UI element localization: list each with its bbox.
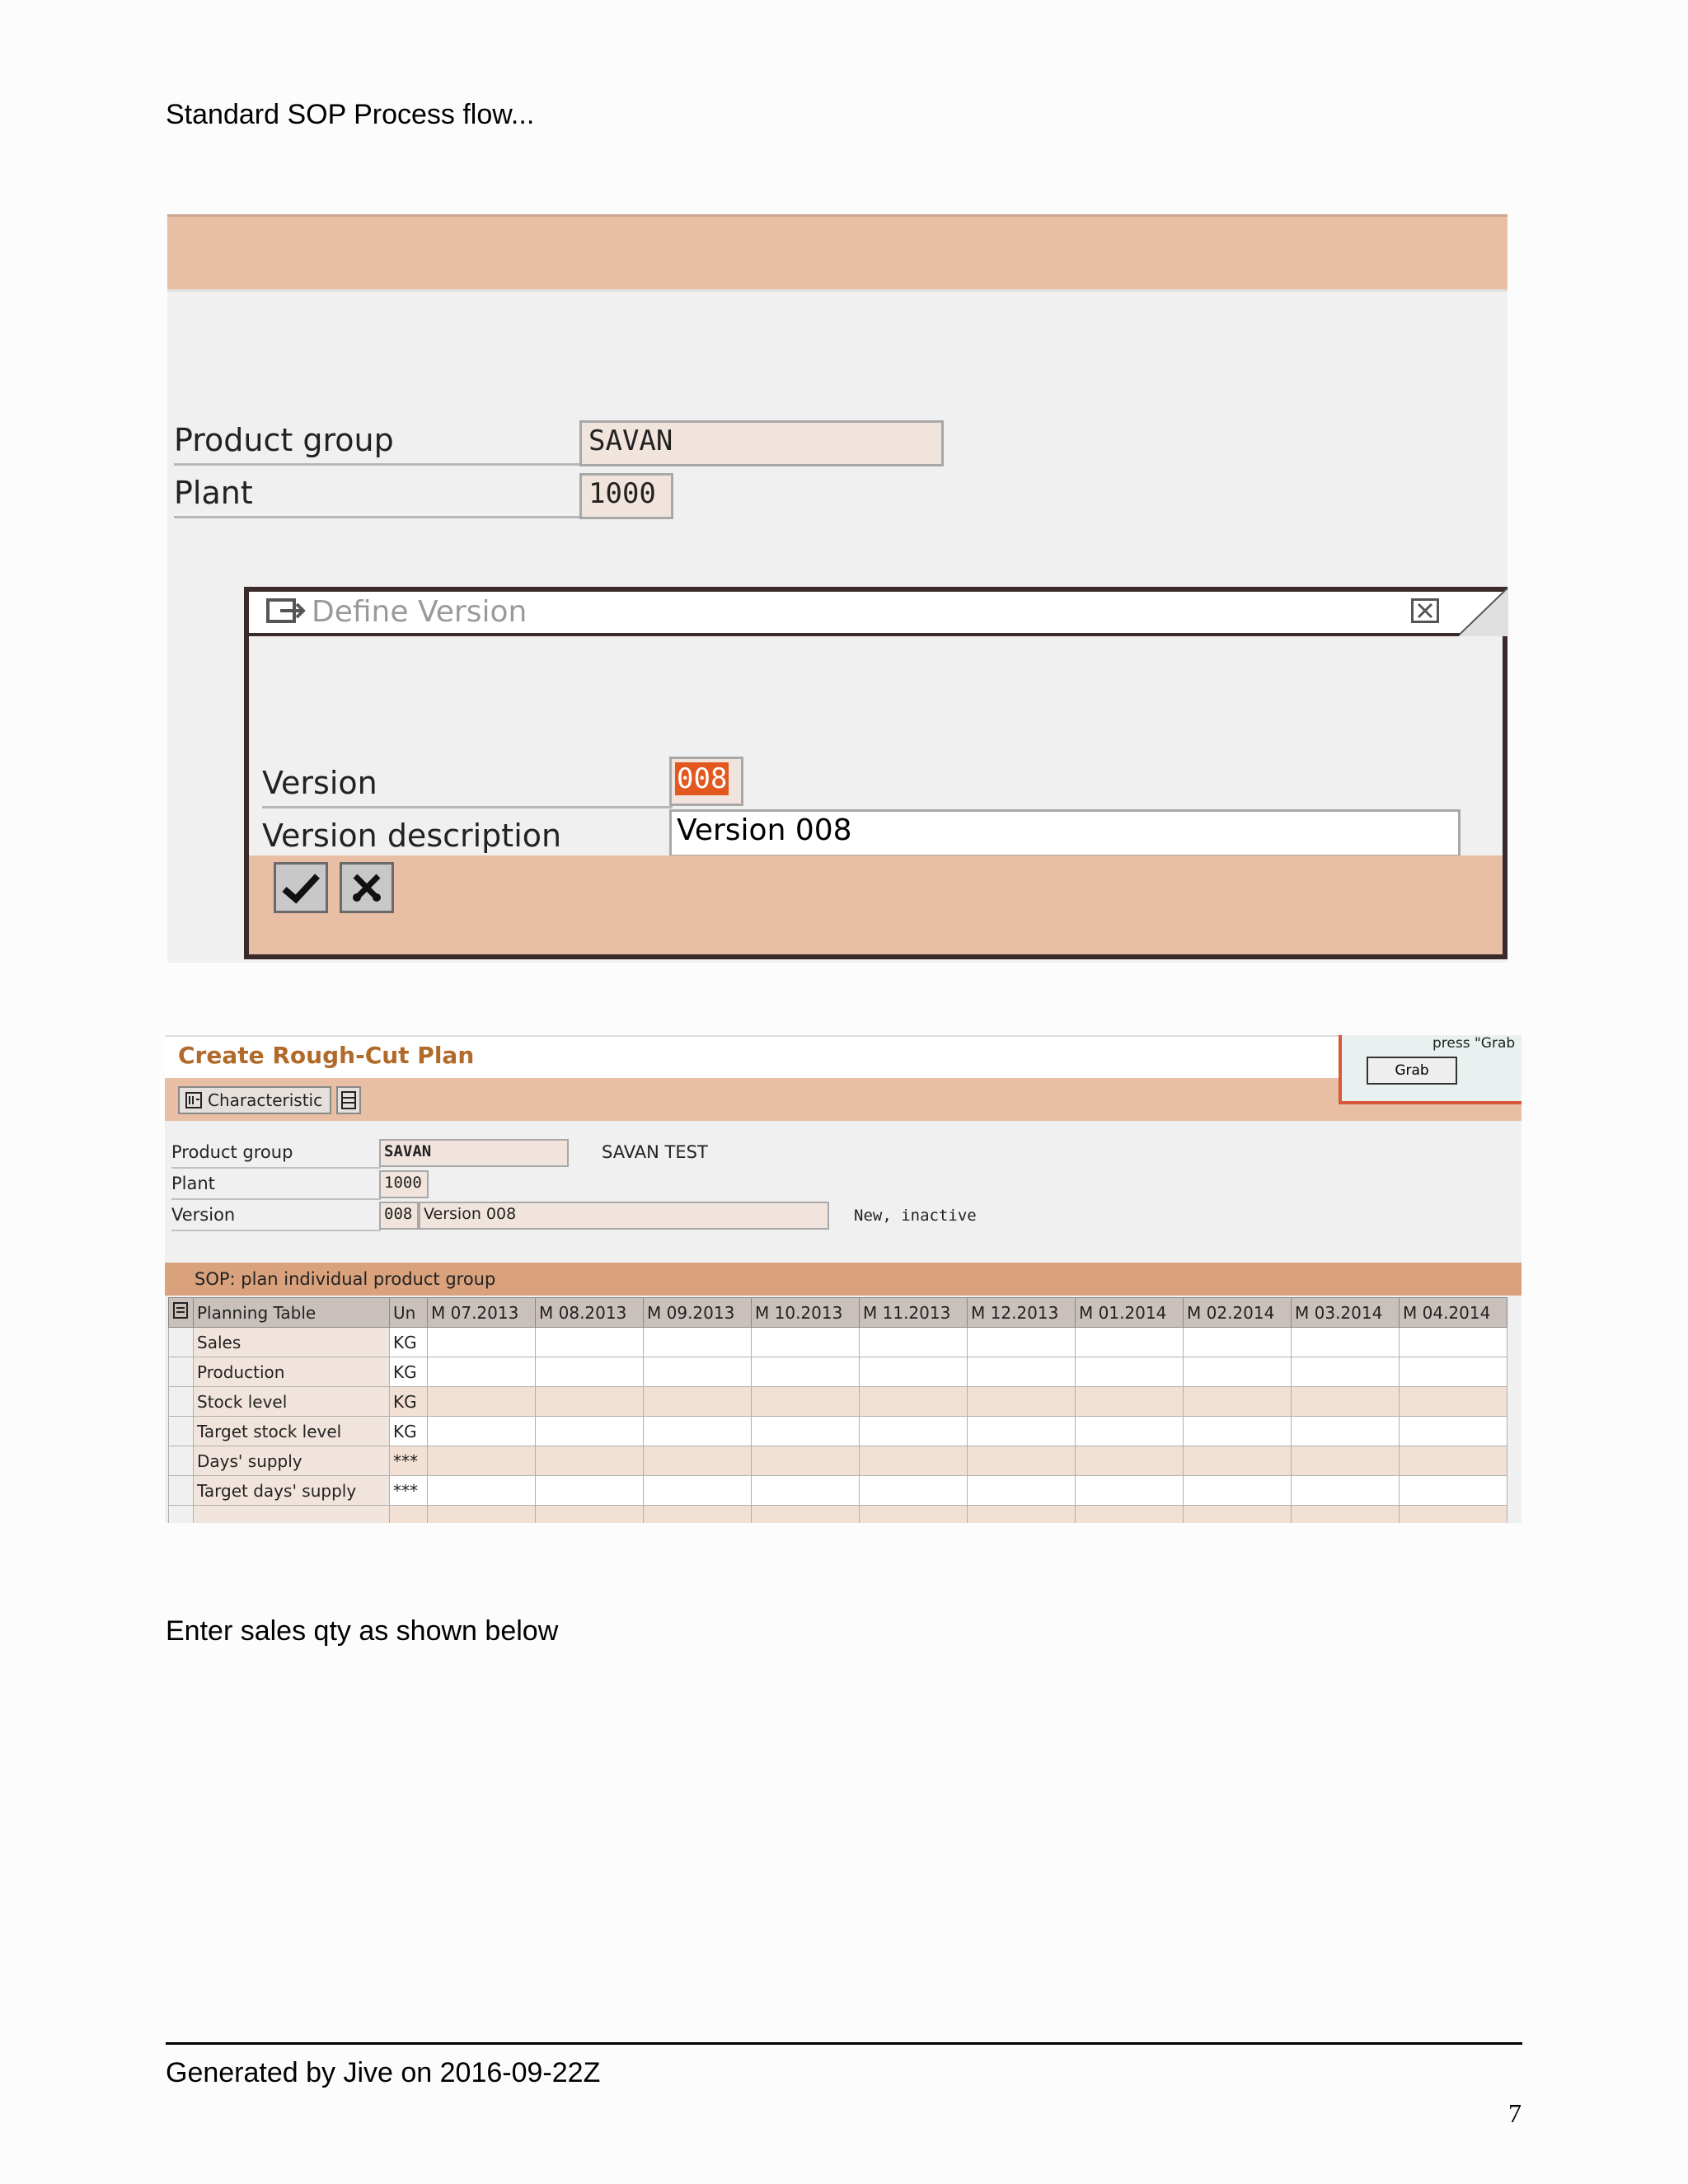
table-cell: [428, 1387, 536, 1417]
table-cell: [644, 1387, 752, 1417]
section-band: [165, 1263, 1522, 1296]
table-cell[interactable]: [1076, 1417, 1184, 1446]
table-cell[interactable]: [860, 1476, 968, 1506]
row-label: [194, 1506, 390, 1524]
table-cell: [1076, 1446, 1184, 1476]
row-selector[interactable]: [169, 1446, 194, 1476]
cancel-button[interactable]: [340, 862, 394, 913]
table-cell: [1076, 1506, 1184, 1524]
table-cell[interactable]: [1076, 1476, 1184, 1506]
product-group-description: SAVAN TEST: [602, 1142, 708, 1162]
close-icon[interactable]: [1411, 598, 1439, 623]
table-row: [169, 1328, 1507, 1357]
table-cell: [644, 1506, 752, 1524]
row-unit: ***: [390, 1446, 428, 1476]
table-cell[interactable]: [428, 1328, 536, 1357]
table-cell[interactable]: [1292, 1357, 1400, 1387]
table-row: [169, 1357, 1507, 1387]
version-value: 008: [677, 762, 728, 795]
version-label-2: Version: [171, 1205, 381, 1231]
table-cell: [752, 1387, 860, 1417]
table-cell: [1292, 1387, 1400, 1417]
table-cell: [536, 1506, 644, 1524]
table-cell: [1292, 1446, 1400, 1476]
header-month: M 08.2013: [536, 1298, 644, 1328]
row-selector[interactable]: [169, 1417, 194, 1446]
header-month: M 10.2013: [752, 1298, 860, 1328]
intro-text: Standard SOP Process flow...: [166, 99, 535, 130]
table-cell[interactable]: [536, 1328, 644, 1357]
table-cell[interactable]: [644, 1476, 752, 1506]
table-cell[interactable]: [536, 1476, 644, 1506]
row-unit: KG: [390, 1387, 428, 1417]
page-title: Create Rough-Cut Plan: [178, 1042, 475, 1069]
table-cell: [1400, 1387, 1507, 1417]
table-cell[interactable]: [1184, 1328, 1292, 1357]
product-group-field[interactable]: SAVAN: [579, 420, 944, 466]
table-row: [169, 1417, 1507, 1446]
table-row: [169, 1506, 1507, 1524]
row-label: Sales: [194, 1328, 390, 1357]
table-row: [169, 1476, 1507, 1506]
checkmark-icon: [281, 871, 321, 904]
table-cell[interactable]: [860, 1417, 968, 1446]
table-cell: [536, 1387, 644, 1417]
sap-toolbar-band: [167, 214, 1507, 292]
version-field[interactable]: [669, 757, 743, 806]
table-row: [169, 1387, 1507, 1417]
table-cell: [428, 1446, 536, 1476]
table-cell[interactable]: [1184, 1417, 1292, 1446]
table-cell[interactable]: [1400, 1476, 1507, 1506]
table-row: [169, 1446, 1507, 1476]
row-selector[interactable]: [169, 1506, 194, 1524]
title-bar: [165, 1035, 1522, 1080]
row-selector[interactable]: [169, 1387, 194, 1417]
table-cell[interactable]: [968, 1476, 1076, 1506]
dialog-window-icon: [265, 595, 307, 630]
table-cell[interactable]: [968, 1417, 1076, 1446]
table-cell[interactable]: [968, 1328, 1076, 1357]
grab-popup: [1339, 1035, 1522, 1104]
table-cell: [1184, 1446, 1292, 1476]
table-cell[interactable]: [860, 1328, 968, 1357]
table-cell[interactable]: [968, 1357, 1076, 1387]
table-cell[interactable]: [644, 1417, 752, 1446]
row-selector[interactable]: [169, 1328, 194, 1357]
characteristic-icon: [185, 1091, 203, 1109]
grab-hint-text: press "Grab: [1432, 1035, 1516, 1052]
dialog-button-bar: [249, 855, 1503, 954]
table-cell[interactable]: [860, 1357, 968, 1387]
table-cell[interactable]: [428, 1476, 536, 1506]
table-cell[interactable]: [1400, 1328, 1507, 1357]
table-cell: [1076, 1387, 1184, 1417]
product-group-label-2: Product group: [171, 1142, 381, 1169]
table-cell[interactable]: [428, 1357, 536, 1387]
table-cell[interactable]: [1184, 1476, 1292, 1506]
header-month: M 12.2013: [968, 1298, 1076, 1328]
row-label: Target days' supply: [194, 1476, 390, 1506]
header-month: M 02.2014: [1184, 1298, 1292, 1328]
version-field-2[interactable]: 008: [379, 1202, 419, 1230]
row-label: Target stock level: [194, 1417, 390, 1446]
header-unit: Un: [390, 1298, 428, 1328]
plant-field[interactable]: 1000: [579, 473, 673, 519]
table-cell[interactable]: [536, 1357, 644, 1387]
table-cell: [860, 1506, 968, 1524]
select-all-icon[interactable]: [169, 1298, 194, 1328]
version-description-2: Version 008: [419, 1202, 829, 1230]
table-cell: [968, 1506, 1076, 1524]
table-cell[interactable]: [536, 1417, 644, 1446]
header-month: M 09.2013: [644, 1298, 752, 1328]
page-number: 7: [1508, 2098, 1522, 2128]
table-cell: [860, 1387, 968, 1417]
header-month: M 07.2013: [428, 1298, 536, 1328]
table-cell[interactable]: [752, 1476, 860, 1506]
version-label: Version: [262, 765, 673, 808]
row-selector[interactable]: [169, 1476, 194, 1506]
table-cell[interactable]: [752, 1328, 860, 1357]
table-cell: [1184, 1387, 1292, 1417]
table-cell: [1184, 1506, 1292, 1524]
table-cell[interactable]: [752, 1357, 860, 1387]
cancel-icon: [349, 869, 385, 906]
row-unit: KG: [390, 1328, 428, 1357]
screenshot-rough-cut-plan: [165, 1035, 1522, 1523]
footer-text: Generated by Jive on 2016-09-22Z: [166, 2057, 601, 2088]
instruction-text: Enter sales qty as shown below: [166, 1615, 559, 1647]
table-cell: [644, 1446, 752, 1476]
footer-rule: [166, 2042, 1522, 2045]
row-unit: KG: [390, 1417, 428, 1446]
row-label: Days' supply: [194, 1446, 390, 1476]
row-unit: ***: [390, 1476, 428, 1506]
version-status: New, inactive: [854, 1207, 977, 1225]
table-cell[interactable]: [1292, 1328, 1400, 1357]
table-cell: [968, 1446, 1076, 1476]
row-unit: KG: [390, 1357, 428, 1387]
planning-table: [168, 1297, 1507, 1523]
table-cell[interactable]: [644, 1357, 752, 1387]
table-cell: [752, 1446, 860, 1476]
table-cell: [1400, 1506, 1507, 1524]
table-cell[interactable]: [1076, 1357, 1184, 1387]
row-unit: [390, 1506, 428, 1524]
plant-label: Plant: [174, 475, 579, 518]
define-version-dialog: [244, 587, 1507, 959]
table-cell: [752, 1506, 860, 1524]
table-cell[interactable]: [1400, 1357, 1507, 1387]
table-cell: [1292, 1506, 1400, 1524]
table-cell[interactable]: [1292, 1476, 1400, 1506]
header-month: M 04.2014: [1400, 1298, 1507, 1328]
version-description-label: Version description: [262, 818, 673, 861]
table-cell[interactable]: [428, 1417, 536, 1446]
plant-field-2[interactable]: 1000: [379, 1170, 429, 1198]
grab-button[interactable]: Grab: [1367, 1057, 1457, 1085]
table-cell[interactable]: [1292, 1417, 1400, 1446]
product-group-label: Product group: [174, 422, 579, 466]
version-description-field[interactable]: Version 008: [669, 809, 1461, 857]
table-cell: [968, 1387, 1076, 1417]
table-cell: [1400, 1446, 1507, 1476]
section-title: SOP: plan individual product group: [195, 1269, 496, 1289]
table-cell[interactable]: [644, 1328, 752, 1357]
product-group-field-2[interactable]: SAVAN: [379, 1139, 569, 1167]
dialog-title-bar: [249, 592, 1503, 636]
table-cell[interactable]: [1076, 1328, 1184, 1357]
table-header-row: [169, 1298, 1507, 1328]
table-cell[interactable]: [1184, 1357, 1292, 1387]
table-view-button[interactable]: [336, 1086, 361, 1114]
row-label: Stock level: [194, 1387, 390, 1417]
table-cell[interactable]: [752, 1417, 860, 1446]
plant-label-2: Plant: [171, 1174, 381, 1200]
table-cell[interactable]: [1400, 1417, 1507, 1446]
header-month: M 01.2014: [1076, 1298, 1184, 1328]
row-label: Production: [194, 1357, 390, 1387]
grid-icon: [338, 1088, 359, 1113]
characteristic-button[interactable]: Characteristic: [178, 1086, 331, 1114]
screenshot-define-version: [167, 214, 1507, 963]
header-month: M 11.2013: [860, 1298, 968, 1328]
table-cell: [860, 1446, 968, 1476]
row-selector[interactable]: [169, 1357, 194, 1387]
dialog-corner-decoration: [1459, 588, 1508, 636]
table-cell: [536, 1446, 644, 1476]
application-toolbar: [165, 1078, 1522, 1121]
header-month: M 03.2014: [1292, 1298, 1400, 1328]
table-cell: [428, 1506, 536, 1524]
confirm-button[interactable]: [274, 862, 328, 913]
dialog-title: Define Version: [312, 595, 528, 629]
header-planning-table: Planning Table: [194, 1298, 390, 1328]
